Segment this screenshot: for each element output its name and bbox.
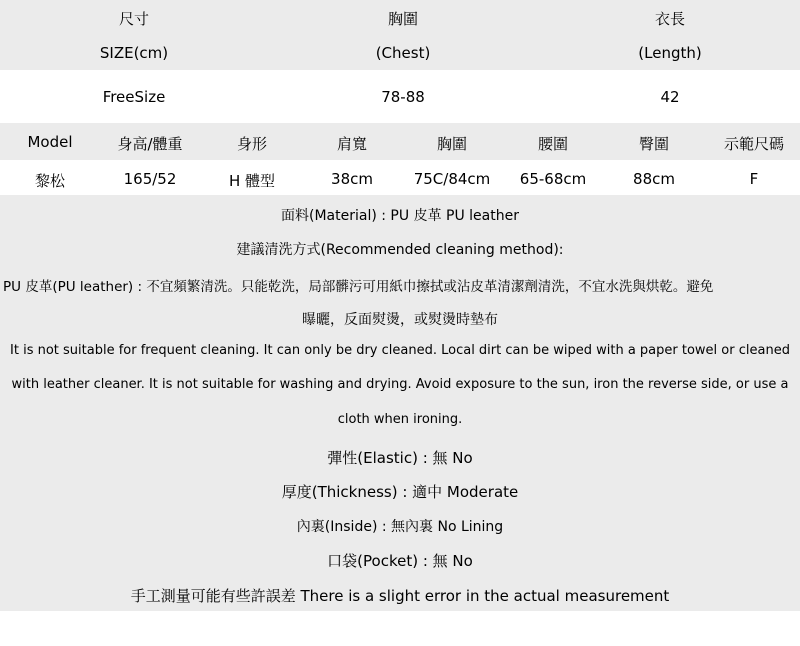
length-header-en: (Length)	[638, 44, 702, 62]
shoulder-value: 38cm	[331, 170, 373, 188]
shoulder-header: 肩寬	[336, 135, 368, 153]
cleaning-en-line-2: with leather cleaner. It is not suitable for washing and drying. Avoid exposure to the sun, iron the reverse side, or use a	[11, 377, 789, 392]
model-table-row	[0, 160, 800, 195]
size-header-en: SIZE(cm)	[99, 44, 169, 62]
cleaning-zh-line-1: PU 皮革(PU leather) : 不宜頻繁清洗。只能乾洗，局部髒污可用紙巾擦拭或沾皮革清潔劑清洗，不宜水洗與烘乾。避免	[3, 279, 714, 295]
model-header: Model	[27, 133, 73, 151]
chest-header-en: (Chest)	[375, 44, 431, 62]
cleaning-title: 建議清洗方式(Recommended cleaning method):	[236, 242, 564, 258]
chest-value-model: 75C/84cm	[413, 170, 491, 188]
pocket-line: 口袋(Pocket) : 無 No	[327, 552, 473, 570]
size-table-header	[0, 0, 800, 70]
chest-header: 胸圍	[436, 135, 468, 153]
chest-value: 78-88	[381, 88, 425, 106]
height-weight-value: 165/52	[123, 170, 177, 188]
thickness-line: 厚度(Thickness) : 適中 Moderate	[281, 483, 519, 501]
waist-header: 腰圍	[537, 135, 569, 153]
cleaning-zh-line-2: 曝曬，反面熨燙，或熨燙時墊布	[302, 312, 498, 328]
hip-header: 臀圍	[638, 135, 670, 153]
size-header-zh: 尺寸	[118, 10, 150, 28]
cleaning-en-line-1: It is not suitable for frequent cleaning. It can only be dry cleaned. Local dirt can be wiped with a paper towel or cleaned	[10, 343, 790, 358]
inside-line: 內裏(Inside) : 無內裏 No Lining	[296, 519, 504, 535]
sample-size-value: F	[749, 170, 759, 188]
hip-value: 88cm	[633, 170, 675, 188]
cleaning-en-line-3: cloth when ironing.	[337, 412, 463, 427]
waist-value: 65-68cm	[519, 170, 587, 188]
material-line: 面料(Material) : PU 皮革 PU leather	[281, 208, 519, 224]
body-shape-header: 身形	[236, 135, 268, 153]
sample-size-header: 示範尺碼	[723, 135, 785, 153]
elastic-line: 彈性(Elastic) : 無 No	[327, 449, 473, 467]
length-header-zh: 衣長	[654, 10, 686, 28]
model-name: 黎松	[34, 172, 66, 190]
measurement-error-note: 手工測量可能有些許誤差 There is a slight error in the actual measurement	[130, 587, 670, 605]
chest-header-zh: 胸圍	[387, 10, 419, 28]
size-value: FreeSize	[102, 88, 166, 106]
length-value: 42	[660, 88, 680, 106]
body-shape-value: H 體型	[228, 172, 276, 190]
height-weight-header: 身高/體重	[117, 135, 183, 153]
